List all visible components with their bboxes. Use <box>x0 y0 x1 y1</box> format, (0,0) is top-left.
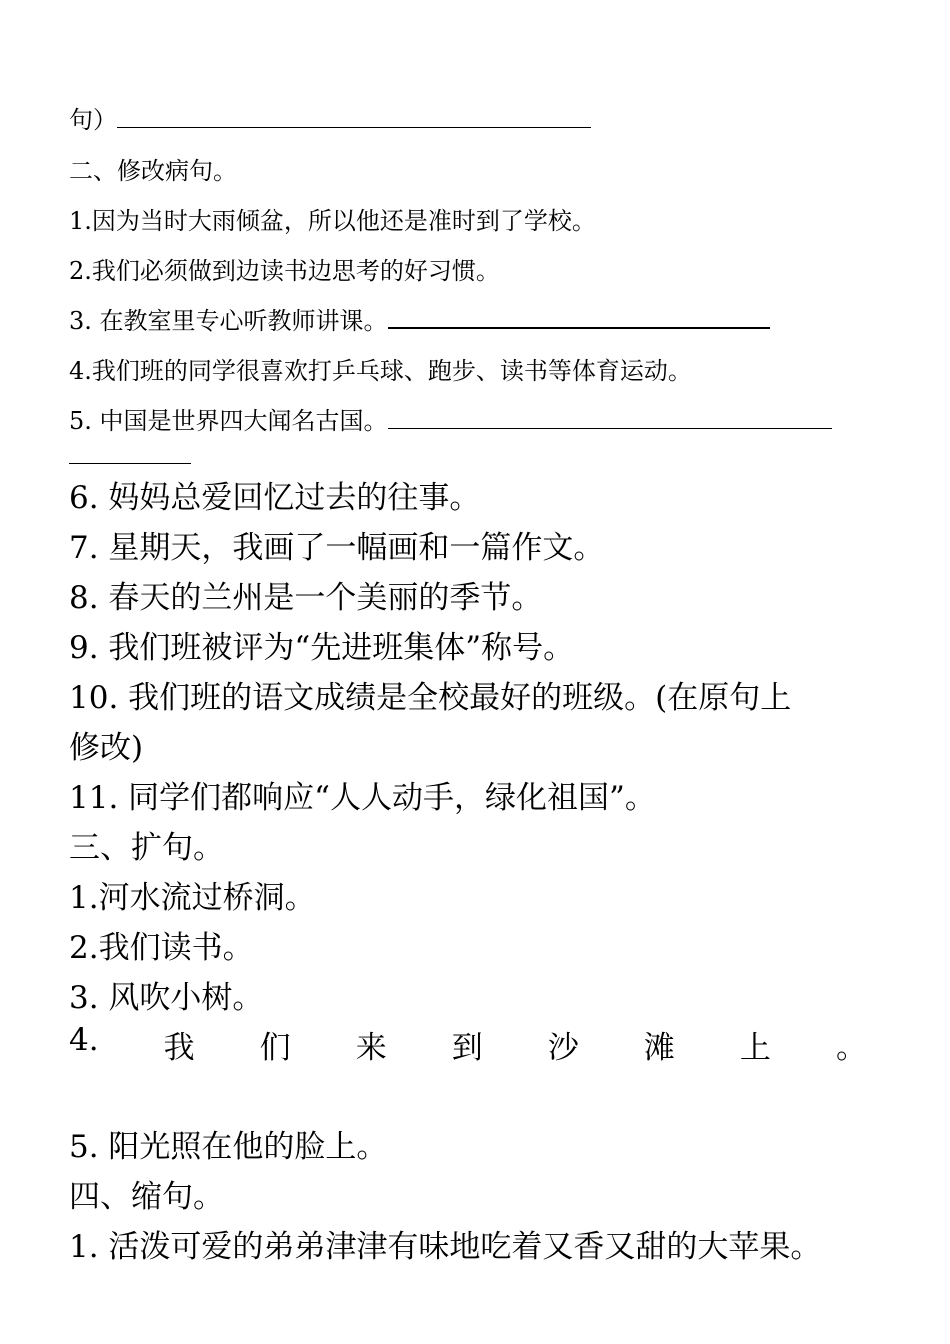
answer-blank[interactable] <box>388 327 770 329</box>
section-heading-revise: 二、修改病句。 <box>69 157 237 185</box>
answer-blank-continued[interactable] <box>69 433 191 470</box>
sentence-item <box>69 301 770 336</box>
spread-char: 我 <box>163 1030 195 1066</box>
sentence-item: 1.河水流过桥洞。 <box>69 880 316 916</box>
spread-char: 。 <box>835 1030 867 1066</box>
line-text: 句） <box>69 106 117 134</box>
answer-blank[interactable] <box>117 127 591 128</box>
sentence-item: 2.我们必须做到边读书边思考的好习惯。 <box>69 257 500 285</box>
sentence-item: 1.因为当时大雨倾盆，所以他还是准时到了学校。 <box>69 207 596 235</box>
sentence-item: 8. 春天的兰州是一个美丽的季节。 <box>69 580 543 616</box>
sentence-item: 10. 我们班的语文成绩是全校最好的班级。(在原句上 <box>69 680 792 716</box>
spread-char: 沙 <box>547 1030 579 1066</box>
section-heading-shorten: 四、缩句。 <box>69 1179 224 1215</box>
sentence-item: 4.我们班的同学很喜欢打乒乓球、跑步、读书等体育运动。 <box>69 357 692 385</box>
sentence-item: 9. 我们班被评为“先进班集体”称号。 <box>69 630 575 666</box>
sentence-item: 11. 同学们都响应“人人动手，绿化祖国”。 <box>69 780 656 816</box>
spread-char: 4. <box>69 1022 99 1058</box>
spread-char: 来 <box>355 1030 387 1066</box>
sentence-text: 5. 中国是世界四大闻名古国。 <box>69 407 388 435</box>
spread-char: 到 <box>451 1030 483 1066</box>
sentence-item-spread <box>69 1022 867 1067</box>
sentence-item: 3. 风吹小树。 <box>69 980 264 1016</box>
sentence-item: 5. 阳光照在他的脸上。 <box>69 1129 388 1165</box>
sentence-item <box>69 401 832 436</box>
sentence-item: 6. 妈妈总爱回忆过去的往事。 <box>69 480 481 516</box>
spread-char: 们 <box>259 1030 291 1066</box>
answer-blank[interactable] <box>388 428 832 429</box>
sentence-text: 3. 在教室里专心听教师讲课。 <box>69 307 388 335</box>
sentence-item-continued: 修改) <box>69 730 144 766</box>
section-heading-expand: 三、扩句。 <box>69 830 224 866</box>
sentence-item: 7. 星期天，我画了一幅画和一篇作文。 <box>69 530 605 566</box>
spread-char: 滩 <box>643 1030 675 1066</box>
sentence-item: 2.我们读书。 <box>69 930 254 966</box>
spread-char: 上 <box>739 1030 771 1066</box>
answer-line-top <box>69 100 591 135</box>
sentence-item: 1. 活泼可爱的弟弟津津有味地吃着又香又甜的大苹果。 <box>69 1229 822 1265</box>
